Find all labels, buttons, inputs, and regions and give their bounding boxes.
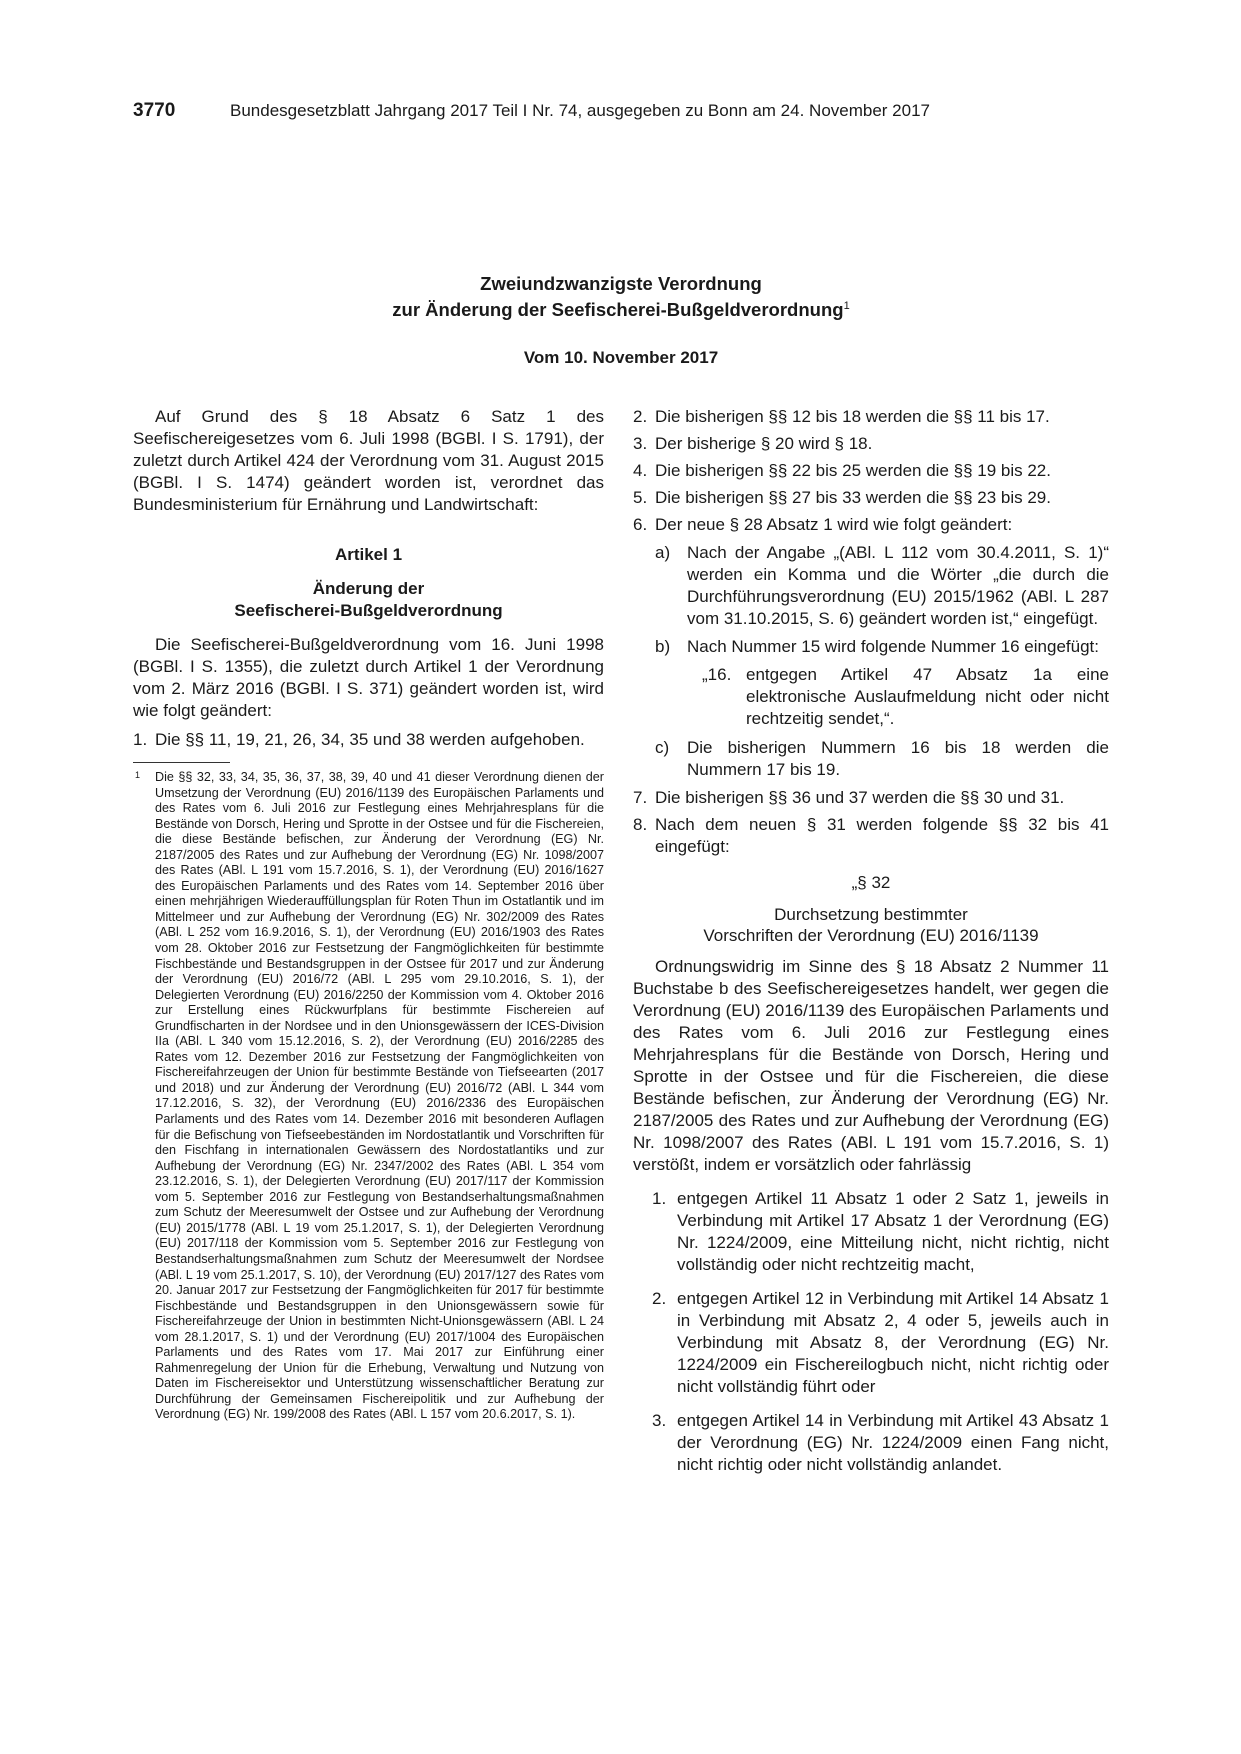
- amendment-item-7: [633, 787, 1109, 809]
- item-text: Der neue § 28 Absatz 1 wird wie folgt geändert:: [655, 515, 1013, 534]
- paragraph-title: [633, 904, 1109, 946]
- item-number: 3.: [652, 1411, 667, 1430]
- item-text: Die bisherigen §§ 22 bis 25 werden die §§ 19 bis 22.: [655, 461, 1051, 480]
- item-text: entgegen Artikel 11 Absatz 1 oder 2 Satz 1, jeweils in Verbindung mit Artikel 17 Absatz 1 der Verordnung (EG) Nr. 1224/2009, eine Mitteilung nicht, nicht richtig, nicht vollständig oder nicht rechtzeitig macht,: [677, 1189, 1109, 1274]
- item-number: 5.: [633, 488, 648, 507]
- sub-item-text: Nach der Angabe „(ABl. L 112 vom 30.4.2011, S. 1)“ werden ein Komma und die Wörter „die durch die Durchführungsverordnung (EU) 2015/1962 (ABl. L 287 vom 31.10.2015, S. 6) geändert worden ist,“ eingefügt.: [687, 543, 1109, 628]
- quoted-number: „16.: [702, 665, 732, 684]
- item-number: 4.: [633, 461, 648, 480]
- paragraph-number: „§ 32: [851, 873, 891, 892]
- right-column: [633, 406, 1109, 1488]
- item-number: 2.: [633, 407, 648, 426]
- amendment-item-1: [133, 729, 604, 751]
- amendment-item-4: [633, 460, 1109, 482]
- sub-item-letter: b): [655, 637, 671, 656]
- article-title-line-1: Änderung der: [312, 579, 425, 598]
- inserted-number-16: [633, 664, 1109, 730]
- amendment-item-6: [633, 514, 1109, 536]
- item-number: 7.: [633, 788, 648, 807]
- paragraph-title-line-1: Durchsetzung bestimmter: [774, 905, 968, 924]
- ordinance-date: Vom 10. November 2017: [523, 348, 719, 368]
- page-header: [133, 100, 1013, 122]
- offence-item-2: [633, 1288, 1109, 1398]
- sub-item-c: [633, 737, 1109, 781]
- sub-item-text: Die bisherigen Nummern 16 bis 18 werden die Nummern 17 bis 19.: [687, 738, 1109, 779]
- item-number: 1.: [133, 730, 148, 749]
- paragraph-intro: Ordnungswidrig im Sinne des § 18 Absatz 2 Nummer 11 Buchstabe b des Seefischereigesetzes handelt, wer gegen die Verordnung (EU) 2016/1139 des Europäischen Parlaments und des Rates vom 6. Juli 2016 zur Festlegung eines Mehrjahresplans für die Bestände von Dorsch, Hering und Sprotte in der Ostsee und für die Fischereien, die diese Bestände befischen, zur Änderung der Verordnung (EG) Nr. 2187/2005 des Rates und zur Aufhebung der Verordnung (EG) Nr. 1098/2007 des Rates (ABl. L 191 vom 15.7.2016, S. 1) verstößt, indem er vorsätzlich oder fahrlässig: [633, 957, 1109, 1174]
- item-text: Nach dem neuen § 31 werden folgende §§ 32 bis 41 eingefügt:: [655, 815, 1109, 856]
- paragraph-title-line-2: Vorschriften der Verordnung (EU) 2016/1139: [703, 926, 1039, 945]
- amendment-item-3: [633, 433, 1109, 455]
- gazette-reference: Bundesgesetzblatt Jahrgang 2017 Teil I Nr. 74, ausgegeben zu Bonn am 24. November 2017: [230, 101, 930, 120]
- item-text: Der bisherige § 20 wird § 18.: [655, 434, 873, 453]
- offence-item-1: [633, 1188, 1109, 1276]
- page-number: 3770: [133, 100, 176, 121]
- article-title-line-2: Seefischerei-Bußgeldverordnung: [234, 601, 503, 620]
- left-column: [133, 406, 604, 1423]
- title-block: [133, 272, 1109, 368]
- footnote: [133, 770, 604, 1423]
- sub-item-a: [633, 542, 1109, 630]
- article-title: [133, 578, 604, 622]
- amendment-item-8: [633, 814, 1109, 858]
- title-footnote-mark: 1: [843, 300, 850, 312]
- preamble: Auf Grund des § 18 Absatz 6 Satz 1 des Seefischereigesetzes vom 6. Juli 1998 (BGBl. I S. 1791), der zuletzt durch Artikel 424 der Verordnung vom 31. August 2015 (BGBl. I S. 1474) geändert worden ist, verordnet das Bundesministerium für Ernährung und Landwirtschaft:: [133, 407, 604, 514]
- title-line-1: Zweiundzwanzigste Verordnung: [480, 273, 762, 294]
- offence-item-3: [633, 1410, 1109, 1476]
- ordinance-title: [133, 272, 1109, 321]
- item-number: 3.: [633, 434, 648, 453]
- sub-item-b: [633, 636, 1109, 658]
- footnote-text: Die §§ 32, 33, 34, 35, 36, 37, 38, 39, 40 und 41 dieser Verordnung dienen der Umsetzung der Verordnung (EU) 2016/1139 des Europäischen Parlaments und des Rates vom 6. Juli 2016 zur Festlegung eines Mehrjahresplans für die Bestände von Dorsch, Hering und Sprotte in der Ostsee und für die Fischereien, die diese Bestände befischen, zur Änderung der Verordnung (EG) Nr. 2187/2005 des Rates und zur Aufhebung der Verordnung (EG) Nr. 1098/2007 des Rates (ABl. L 191 vom 15.7.2016, S. 1), der Verordnung (EU) 2016/1627 des Europäischen Parlaments und des Rates vom 14. September 2016 über einen mehrjährigen Wiederauffüllungsplan für Roten Thun im Ostatlantik und im Mittelmeer und zur Aufhebung der Verordnung (EG) Nr. 302/2009 des Rates (ABl. L 252 vom 16.9.2016, S. 1), der Verordnung (EU) 2016/1903 des Rates vom 28. Oktober 2016 zur Festsetzung der Fangmöglichkeiten für bestimmte Fischbestände und Bestandsgruppen in der Ostsee für 2017 und zur Änderung der Verordnung (EU) 2016/72 (ABl. L 295 vom 29.10.2016, S. 1), der Delegierten Verordnung (EU) 2016/2250 der Kommission vom 4. Oktober 2016 zur Erstellung eines Rückwurfplans für bestimmte Fischereien auf Grundfischarten in der Nordsee und in den Unionsgewässern der ICES-Division IIa (ABl. L 340 vom 15.12.2016, S. 2), der Verordnung (EU) 2016/2285 des Rates vom 12. Dezember 2016 zur Festsetzung der Fangmöglichkeiten von Fischereifahrzeugen der Union für bestimmte Bestände von Tiefseearten (2017 und 2018) und zur Änderung der Verordnung (EU) 2016/72 (ABl. L 344 vom 17.12.2016, S. 32), der Verordnung (EU) 2016/2336 des Europäischen Parlaments und des Rates vom 14. Dezember 2016 mit besonderen Auflagen für die Befischung von Tiefseebeständen im Nordostatlantik und Vorschriften für den Fischfang in internationalen Gewässern des Nordostatlantiks und zur Aufhebung der Verordnung (EG) Nr. 2347/2002 des Rates (ABl. L 354 vom 23.12.2016, S. 1), der Delegierten Verordnung (EU) 2017/117 der Kommission vom 5. September 2016 zur Festlegung von Bestandserhaltungsmaßnahmen zum Schutz der Meeresumwelt der Ostsee und zur Aufhebung der Verordnung (EU) 2015/1778 (ABl. L 19 vom 25.1.2017, S. 1), der Delegierten Verordnung (EU) 2017/118 der Kommission vom 5. September 2016 zur Festlegung von Bestandserhaltungsmaßnahmen zum Schutz der Meeresumwelt der Nordsee (ABl. L 19 vom 25.1.2017, S. 10), der Verordnung (EU) 2017/127 des Rates vom 20. Januar 2017 zur Festsetzung der Fangmöglichkeiten für 2017 für bestimmte Fischbestände und Bestandsgruppen in den Unionsgewässern sowie für Fischereifahrzeuge der Union in bestimmten Nicht-Unionsgewässern (ABl. L 24 vom 28.1.2017, S. 1) und der Verordnung (EU) 2017/1004 des Europäischen Parlaments und des Rates vom 17. Mai 2017 zur Einführung einer Rahmenregelung der Union für die Erhebung, Verwaltung und Nutzung von Daten im Fischereisektor und Unterstützung wissenschaftlicher Beratung zur Durchführung der Gemeinsamen Fischereipolitik und zur Aufhebung der Verordnung (EG) Nr. 199/2008 des Rates (ABl. L 157 vom 20.6.2017, S. 1).: [155, 770, 604, 1422]
- item-number: 2.: [652, 1289, 667, 1308]
- item-text: entgegen Artikel 12 in Verbindung mit Artikel 14 Absatz 1 in Verbindung mit Absatz 2, 4 oder 5, jeweils auch in Verbindung mit Absatz 8, der Verordnung (EG) Nr. 1224/2009 ein Fischereilogbuch nicht, nicht richtig oder nicht vollständig führt oder: [677, 1289, 1109, 1396]
- footnote-mark: 1: [135, 770, 141, 780]
- amendment-item-5: [633, 487, 1109, 509]
- sub-item-letter: c): [655, 738, 670, 757]
- article-heading: Artikel 1: [334, 545, 403, 564]
- item-number: 1.: [652, 1189, 667, 1208]
- article-intro: Die Seefischerei-Bußgeldverordnung vom 16. Juni 1998 (BGBl. I S. 1355), die zuletzt durch Artikel 1 der Verordnung vom 2. März 2016 (BGBl. I S. 371) geändert worden ist, wird wie folgt geändert:: [133, 635, 604, 720]
- quoted-text: entgegen Artikel 47 Absatz 1a eine elektronische Auslaufmeldung nicht oder nicht rechtzeitig sendet,“.: [746, 665, 1109, 728]
- item-text: Die bisherigen §§ 27 bis 33 werden die §§ 23 bis 29.: [655, 488, 1051, 507]
- title-line-2: zur Änderung der Seefischerei-Bußgeldverordnung: [392, 299, 844, 321]
- item-number: 6.: [633, 515, 648, 534]
- amendment-item-2: [633, 406, 1109, 428]
- footnote-divider: [133, 762, 230, 763]
- item-number: 8.: [633, 815, 648, 834]
- item-text: Die §§ 11, 19, 21, 26, 34, 35 und 38 werden aufgehoben.: [155, 730, 585, 749]
- item-text: Die bisherigen §§ 12 bis 18 werden die §§ 11 bis 17.: [655, 407, 1050, 426]
- sub-item-letter: a): [655, 543, 671, 562]
- sub-item-text: Nach Nummer 15 wird folgende Nummer 16 eingefügt:: [687, 637, 1099, 656]
- item-text: Die bisherigen §§ 36 und 37 werden die §§ 30 und 31.: [655, 788, 1065, 807]
- item-text: entgegen Artikel 14 in Verbindung mit Artikel 43 Absatz 1 der Verordnung (EG) Nr. 1224/2009 einen Fang nicht, nicht richtig oder nicht vollständig anlandet.: [677, 1411, 1109, 1474]
